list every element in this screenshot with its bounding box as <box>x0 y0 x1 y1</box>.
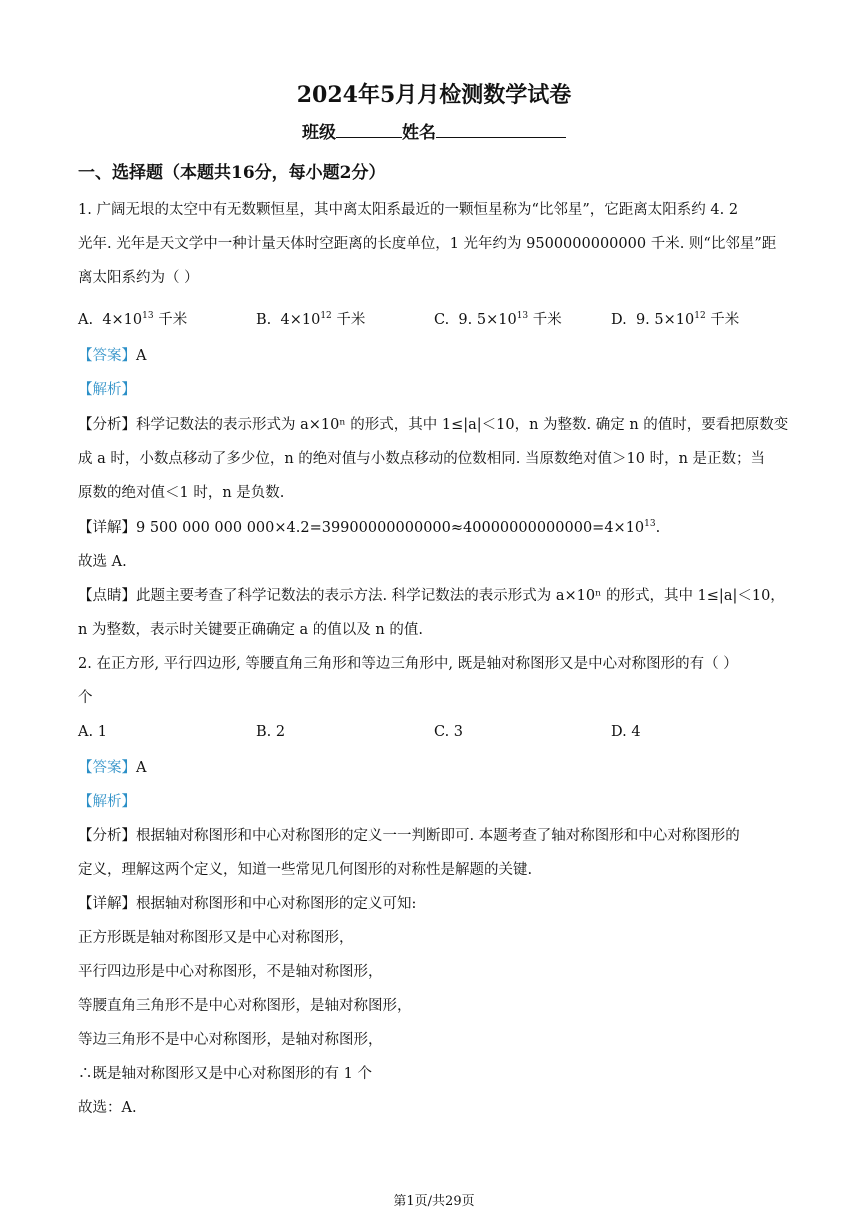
q2-answer: 【答案】A <box>78 760 147 776</box>
q2-statement-1: 正方形既是轴对称图形又是中心对称图形， <box>78 930 354 946</box>
section-heading: 一、选择题（本题共16分，每小题2分） <box>78 163 386 183</box>
q1-stem-line-2: 光年. 光年是天文学中一种计量天体时空距离的长度单位，1 光年约为 9500000000000 千米. 则“比邻星”距 <box>78 236 777 252</box>
q1-option-b: B. $4\times 10^{12}$ 千米 <box>256 311 366 328</box>
page-number: 第1页/共29页 <box>393 1194 475 1209</box>
class-blank <box>336 119 402 138</box>
q1-fenxi-line-1: 【分析】科学记数法的表示形式为 a×10ⁿ 的形式，其中 1≤|a|＜10，n 为整数. 确定 n 的值时，要看把原数变 <box>78 417 789 433</box>
q2-statement-2: 平行四边形是中心对称图形，不是轴对称图形， <box>78 964 383 980</box>
q1-conclusion: 故选 A. <box>78 554 127 570</box>
name-label: 姓名 <box>402 123 436 143</box>
xiangjie-tag: 【详解】 <box>78 896 136 912</box>
q1-dianjing-line-1: 【点睛】此题主要考查了科学记数法的表示方法. 科学记数法的表示形式为 a×10ⁿ 的形式，其中 1≤|a|＜10， <box>78 588 785 604</box>
q1-option-d: D. 9. $5\times 10^{12}$ 千米 <box>611 311 740 328</box>
q1-stem-line-3: 离太阳系约为（ ） <box>78 270 199 286</box>
q2-fenxi-line-2: 定义，理解这两个定义，知道一些常见几何图形的对称性是解题的关键. <box>78 862 533 878</box>
q1-xiangjie: 【详解】9 500 000 000 $000\times 4.2=39900000000000\approx 40000000000000=4\times 10^{13}$. <box>78 519 661 536</box>
xiangjie-tag: 【详解】 <box>78 520 136 536</box>
q2-option-c: C. 3 <box>434 724 464 740</box>
q2-analysis-heading <box>78 792 794 812</box>
q2-statement-3: 等腰直角三角形不是中心对称图形，是轴对称图形， <box>78 998 412 1014</box>
q2-option-a: A. 1 <box>78 724 107 740</box>
q2-fenxi-line-1: 【分析】根据轴对称图形和中心对称图形的定义一一判断即可. 本题考查了轴对称图形和中心对称图形的 <box>78 828 740 844</box>
q1-option-a: A. $4\times 10^{13}$ 千米 <box>78 311 188 328</box>
answer-tag: 【答案】 <box>78 348 136 364</box>
q2-statement-4: 等边三角形不是中心对称图形，是轴对称图形， <box>78 1032 383 1048</box>
q2-xiangjie: 【详解】根据轴对称图形和中心对称图形的定义可知: <box>78 896 417 912</box>
analysis-tag: 【解析】 <box>78 382 136 398</box>
q2-conclusion: 故选：A. <box>78 1100 137 1116</box>
q2-statement-5: ∴既是轴对称图形又是中心对称图形的有 1 个 <box>78 1066 372 1082</box>
q1-option-c: C. 9. $5\times 10^{13}$ 千米 <box>434 311 562 328</box>
name-blank <box>436 119 566 138</box>
q1-answer: 【答案】A <box>78 348 147 364</box>
fenxi-tag: 【分析】 <box>78 417 136 433</box>
q1-stem-line-1: 1. 广阔无垠的太空中有无数颗恒星，其中离太阳系最近的一颗恒星称为“比邻星”，它距离太阳系约 4. 2 <box>78 202 739 218</box>
analysis-tag: 【解析】 <box>78 794 136 810</box>
q2-option-b: B. 2 <box>256 724 286 740</box>
q1-analysis-heading <box>78 380 794 400</box>
q2-stem-line-1: 2. 在正方形, 平行四边形, 等腰直角三角形和等边三角形中, 既是轴对称图形又是中心对称图形的有（ ） <box>78 656 738 672</box>
q1-fenxi-line-2: 成 a 时，小数点移动了多少位，n 的绝对值与小数点移动的位数相同. 当原数绝对值＞10 时，n 是正数；当 <box>78 451 766 467</box>
answer-tag: 【答案】 <box>78 760 136 776</box>
page-title: 2024年5月月检测数学试卷 <box>296 82 572 108</box>
q2-option-d: D. 4 <box>611 724 641 740</box>
q2-stem-line-2: 个 <box>78 690 93 706</box>
q1-dianjing-line-2: n 为整数，表示时关键要正确确定 a 的值以及 n 的值. <box>78 622 423 638</box>
fenxi-tag: 【分析】 <box>78 828 136 844</box>
class-label: 班级 <box>302 123 336 143</box>
student-info-line <box>0 118 868 143</box>
dianjing-tag: 【点睛】 <box>78 588 136 604</box>
q1-fenxi-line-3: 原数的绝对值＜1 时，n 是负数. <box>78 485 285 501</box>
